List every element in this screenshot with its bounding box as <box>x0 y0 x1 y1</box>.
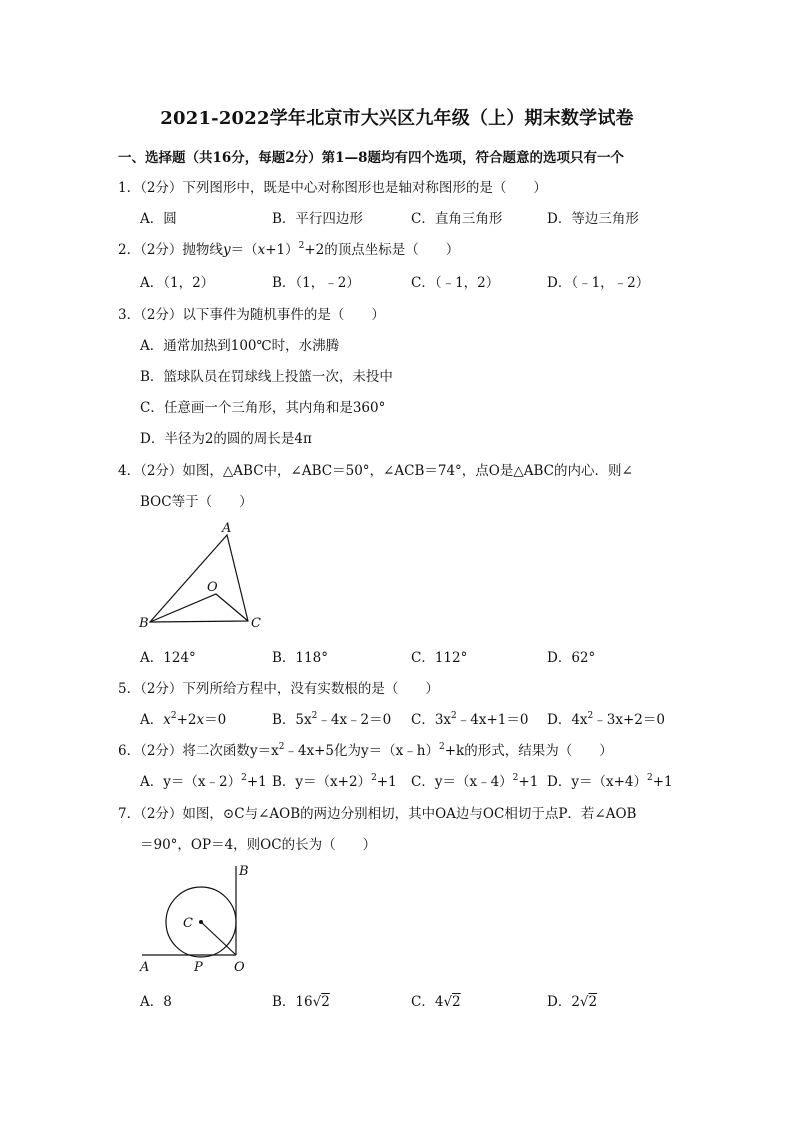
question-4-stem-line-1: 4．（2分）如图，△ABC中，∠ABC＝50°，∠ACB＝74°，点O是△ABC的内心．则∠ <box>118 463 633 479</box>
question-3-option-c[interactable]: C．任意画一个三角形，其内角和是360° <box>140 400 386 416</box>
question-7-stem-line-2: ＝90°，OP＝4，则OC的长为（ ） <box>140 837 377 853</box>
tangent-circle-figure <box>130 858 270 980</box>
triangle-incenter-figure <box>130 515 270 635</box>
question-3-option-a[interactable]: A．通常加热到100℃时，水沸腾 <box>140 338 340 354</box>
question-7-option-d[interactable]: D．2√2 <box>547 994 598 1010</box>
question-4-option-c[interactable]: C．112° <box>411 650 468 666</box>
question-3-stem: 3．（2分）以下事件为随机事件的是（ ） <box>118 307 385 323</box>
vertex-label-a: A <box>222 521 232 536</box>
point-label-b: B <box>239 864 249 879</box>
segment-oc <box>201 922 236 955</box>
question-2-option-c[interactable]: C．（﹣1，2） <box>411 275 500 291</box>
point-label-p: P <box>194 960 203 975</box>
question-2-stem: 2．（2分）抛物线$y=(x+1)^2+2$的顶点坐标是（ ） <box>118 241 460 258</box>
question-2-option-d[interactable]: D．（﹣1，﹣2） <box>547 275 650 291</box>
question-5-stem: 5．（2分）下列所给方程中，没有实数根的是（ ） <box>118 681 439 697</box>
question-2-option-b[interactable]: B．（1，﹣2） <box>272 275 360 291</box>
center-point-c <box>199 920 203 924</box>
question-4-option-a[interactable]: A．124° <box>140 650 196 666</box>
point-label-o: O <box>234 960 245 975</box>
question-1-stem: 1．（2分）下列图形中，既是中心对称图形也是轴对称图形的是（ ） <box>118 180 547 196</box>
incenter-segments <box>150 594 248 622</box>
section-heading: 一、选择题（共16分，每题2分）第1—8题均有四个选项，符合题意的选项只有一个 <box>118 150 624 166</box>
vertex-label-c: C <box>251 616 261 631</box>
question-2-option-a[interactable]: A．（1，2） <box>140 275 215 291</box>
question-4-stem-line-2: BOC等于（ ） <box>140 494 253 510</box>
question-7-stem-line-1: 7．（2分）如图，⊙C与∠AOB的两边分别相切，其中OA边与OC相切于点P．若∠AOB <box>118 806 637 822</box>
sqrt-symbol: √ <box>579 994 589 1010</box>
question-7-option-b[interactable]: B．16√2 <box>272 994 330 1010</box>
question-1-option-c[interactable]: C．直角三角形 <box>411 211 503 227</box>
question-1-option-a[interactable]: A．圆 <box>140 211 177 227</box>
point-label-a: A <box>140 960 150 975</box>
sqrt-symbol: √ <box>312 994 322 1010</box>
question-6-option-c[interactable]: C．y＝（x﹣4）$^2$+1 <box>411 773 539 790</box>
vertex-label-b: B <box>139 616 149 631</box>
radicand: 2 <box>321 994 330 1010</box>
question-4-option-b[interactable]: B．118° <box>272 650 328 666</box>
question-3-option-b[interactable]: B．篮球队员在罚球线上投篮一次，未投中 <box>140 369 393 385</box>
question-5-option-d[interactable]: D．$4x^2﹣3x+2=0$ <box>547 711 665 728</box>
question-5-option-c[interactable]: C．$3x^2﹣4x+1=0$ <box>411 711 529 728</box>
radicand: 2 <box>452 994 461 1010</box>
question-6-option-d[interactable]: D．$y=(x+4)^2+1$ <box>547 773 673 790</box>
question-7-option-a[interactable]: A．8 <box>140 994 172 1010</box>
point-label-c: C <box>183 916 193 931</box>
question-5-option-b[interactable]: B．$5x^2﹣4x﹣2=0$ <box>272 711 392 728</box>
question-6-option-b[interactable]: B．$y=(x+2)^2+1$ <box>272 773 397 790</box>
question-3-option-d[interactable]: D．半径为2的圆的周长是4π <box>140 431 312 447</box>
incenter-label-o: O <box>207 580 218 595</box>
question-4-option-d[interactable]: D．62° <box>547 650 596 666</box>
page-title: 2021-2022学年北京市大兴区九年级（上）期末数学试卷 <box>160 108 634 129</box>
question-6-option-a[interactable]: A．y＝（x﹣2）$^2$+1 <box>140 773 267 790</box>
question-6-stem: 6．（2分）将二次函数$y=x^2﹣4x+5$化为y＝（x﹣h）$^2$+k的形式，结果为（ ） <box>118 742 613 759</box>
sqrt-symbol: √ <box>443 994 453 1010</box>
question-1-option-b[interactable]: B．平行四边形 <box>272 211 363 227</box>
question-7-option-c[interactable]: C．4√2 <box>411 994 461 1010</box>
question-1-option-d[interactable]: D．等边三角形 <box>547 211 639 227</box>
question-5-option-a[interactable]: A．$x^2+2x=0$ <box>140 711 227 728</box>
radicand: 2 <box>588 994 598 1010</box>
